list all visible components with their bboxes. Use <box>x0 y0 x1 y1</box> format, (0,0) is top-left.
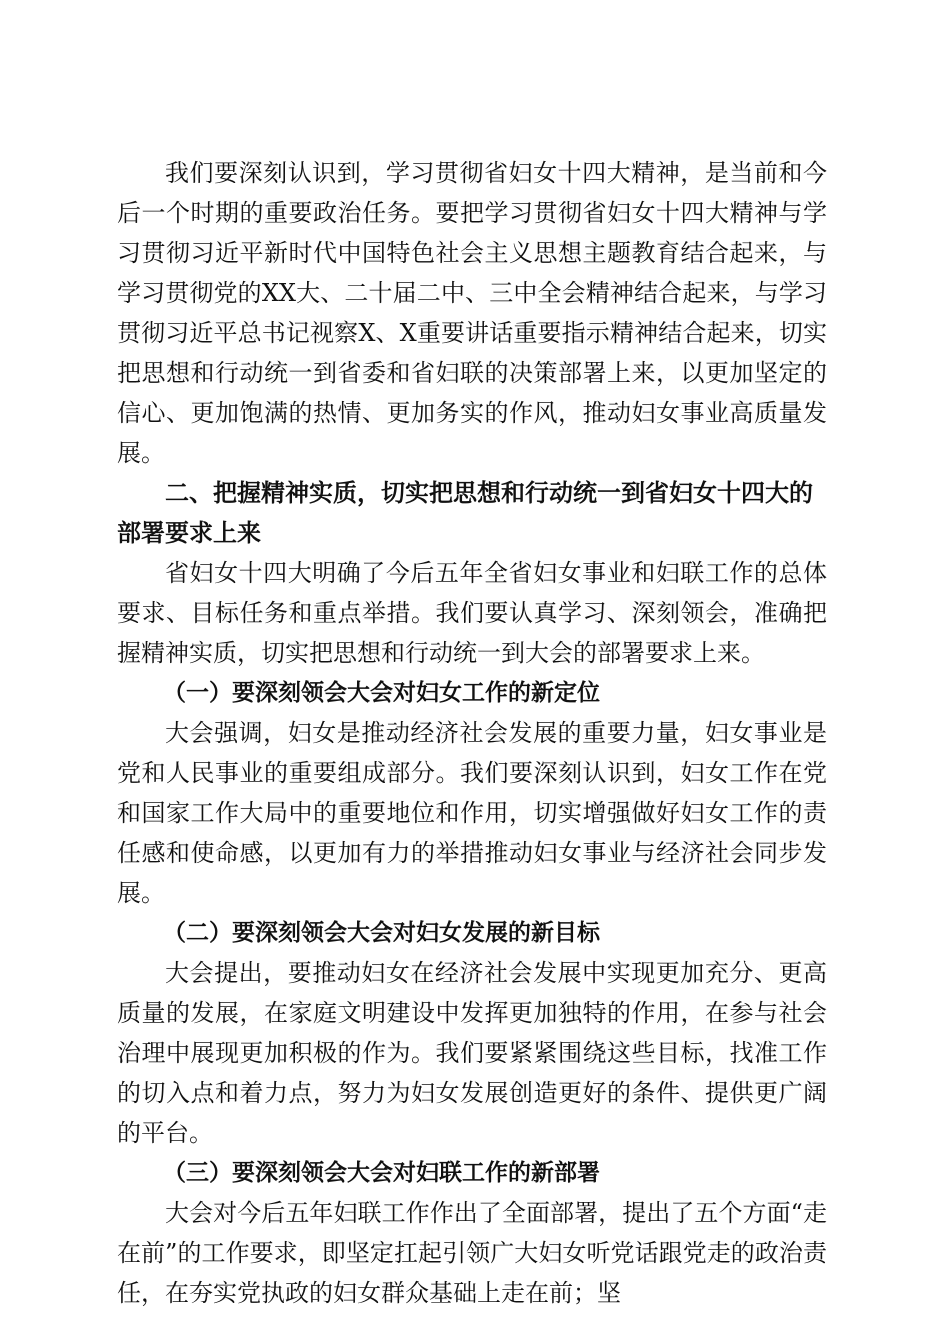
document-body <box>117 153 827 1313</box>
subheading-3: （三）要深刻领会大会对妇联工作的新部署 <box>163 1159 600 1186</box>
paragraph-intro: 我们要深刻认识到，学习贯彻省妇女十四大精神，是当前和今后一个时期的重要政治任务。要把学习贯彻省妇女十四大精神与学习贯彻习近平新时代中国特色社会主义思想主题教育结合起来，与学习贯彻党的XX大、二十届二中、三中全会精神结合起来，与学习贯彻习近平总书记视察X、X重要讲话重要指示精神结合起来，切实把思想和行动统一到省委和省妇联的决策部署上来，以更加坚定的信心、更加饱满的热情、更加务实的作风，推动妇女事业高质量发展。 <box>117 159 827 467</box>
section-heading-2: 二、把握精神实质，切实把思想和行动统一到省妇女十四大的部署要求上来 <box>117 479 813 547</box>
paragraph-section-2-intro: 省妇女十四大明确了今后五年全省妇女事业和妇联工作的总体要求、目标任务和重点举措。我们要认真学习、深刻领会，准确把握精神实质，切实把思想和行动统一到大会的部署要求上来。 <box>117 559 827 667</box>
subheading-1: （一）要深刻领会大会对妇女工作的新定位 <box>163 679 600 706</box>
subheading-2: （二）要深刻领会大会对妇女发展的新目标 <box>163 919 600 946</box>
paragraph-subsection-3: 大会对今后五年妇联工作作出了全面部署，提出了五个方面“走在前”的工作要求，即坚定扛起引领广大妇女听党话跟党走的政治责任，在夯实党执政的妇女群众基础上走在前；坚 <box>117 1199 827 1307</box>
paragraph-subsection-1: 大会强调，妇女是推动经济社会发展的重要力量，妇女事业是党和人民事业的重要组成部分。我们要深刻认识到，妇女工作在党和国家工作大局中的重要地位和作用，切实增强做好妇女工作的责任感和使命感，以更加有力的举措推动妇女事业与经济社会同步发展。 <box>117 719 827 907</box>
paragraph-subsection-2: 大会提出，要推动妇女在经济社会发展中实现更加充分、更高质量的发展，在家庭文明建设中发挥更加独特的作用，在参与社会治理中展现更加积极的作为。我们要紧紧围绕这些目标，找准工作的切入点和着力点，努力为妇女发展创造更好的条件、提供更广阔的平台。 <box>117 959 827 1147</box>
